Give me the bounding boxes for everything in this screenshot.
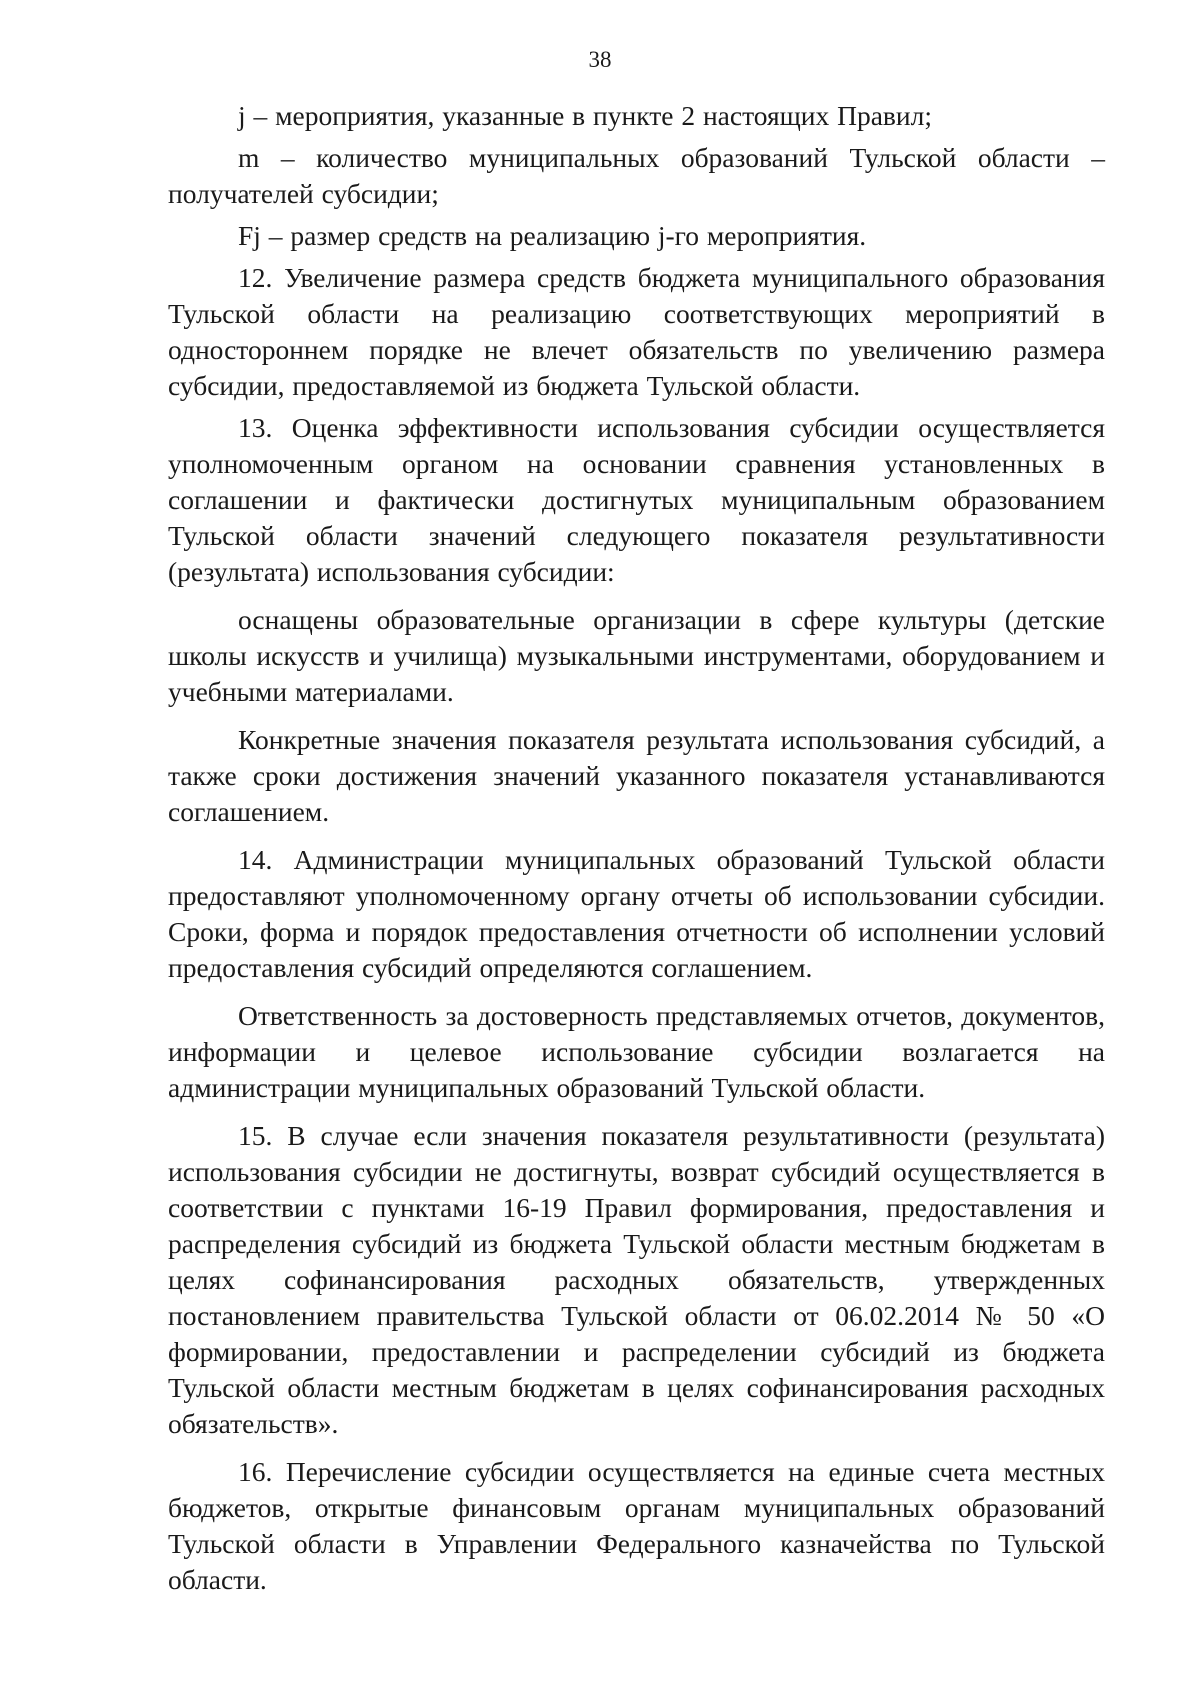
- paragraph-item-12: 12. Увеличение размера средств бюджета муниципального образования Тульской области на реализацию соответствующих мероприятий в одностороннем порядке не влечет обязательств по увеличению размера субсидии, предоставляемой из бюджета Тульской области.: [168, 262, 1105, 401]
- paragraph-item-13: 13. Оценка эффективности использования субсидии осуществляется уполномоченным органом на основании сравнения установленных в соглашении и фактически достигнутых муниципальным образованием Тульской области значений следующего показателя результативности (результата) использования субсидии:: [168, 412, 1105, 587]
- paragraph-indicator: оснащены образовательные организации в сфере культуры (детские школы искусств и училища) музыкальными инструментами, оборудованием и учебными материалами.: [168, 604, 1105, 707]
- paragraph-definition-m: m – количество муниципальных образований Тульской области – получателей субсидии;: [168, 142, 1105, 209]
- paragraph-item-14: 14. Администрации муниципальных образований Тульской области предоставляют уполномоченному органу отчеты об использовании субсидии. Сроки, форма и порядок предоставления отчетности об исполнении условий предоставления субсидий определяются соглашением.: [168, 844, 1105, 983]
- paragraph-item-16: 16. Перечисление субсидии осуществляется на единые счета местных бюджетов, открытые финансовым органам муниципальных образований Тульской области в Управлении Федерального казначейства по Тульской области.: [168, 1456, 1105, 1595]
- paragraph-indicator-values: Конкретные значения показателя результата использования субсидий, а также сроки достижения значений указанного показателя устанавливаются соглашением.: [168, 724, 1105, 827]
- paragraph-item-15: 15. В случае если значения показателя результативности (результата) использования субсидии не достигнуты, возврат субсидий осуществляется в соответствии с пунктами 16-19 Правил формирования, предоставления и распределения субсидий из бюджета Тульской области местным бюджетам в целях софинансирования расходных обязательств, утвержденных постановлением правительства Тульской области от 06.02.2014 № 50 «О формировании, предоставлении и распределении субсидий из бюджета Тульской области местным бюджетам в целях софинансирования расходных обязательств».: [168, 1120, 1105, 1439]
- paragraph-definition-j: j – мероприятия, указанные в пункте 2 настоящих Правил;: [238, 100, 932, 131]
- page-number: 38: [588, 47, 612, 72]
- document-body: [168, 98, 1105, 1598]
- paragraph-definition-fj: Fj – размер средств на реализацию j-го мероприятия.: [238, 220, 867, 251]
- paragraph-responsibility: Ответственность за достоверность представляемых отчетов, документов, информации и целевое использование субсидии возлагается на администрации муниципальных образований Тульской области.: [168, 1000, 1105, 1103]
